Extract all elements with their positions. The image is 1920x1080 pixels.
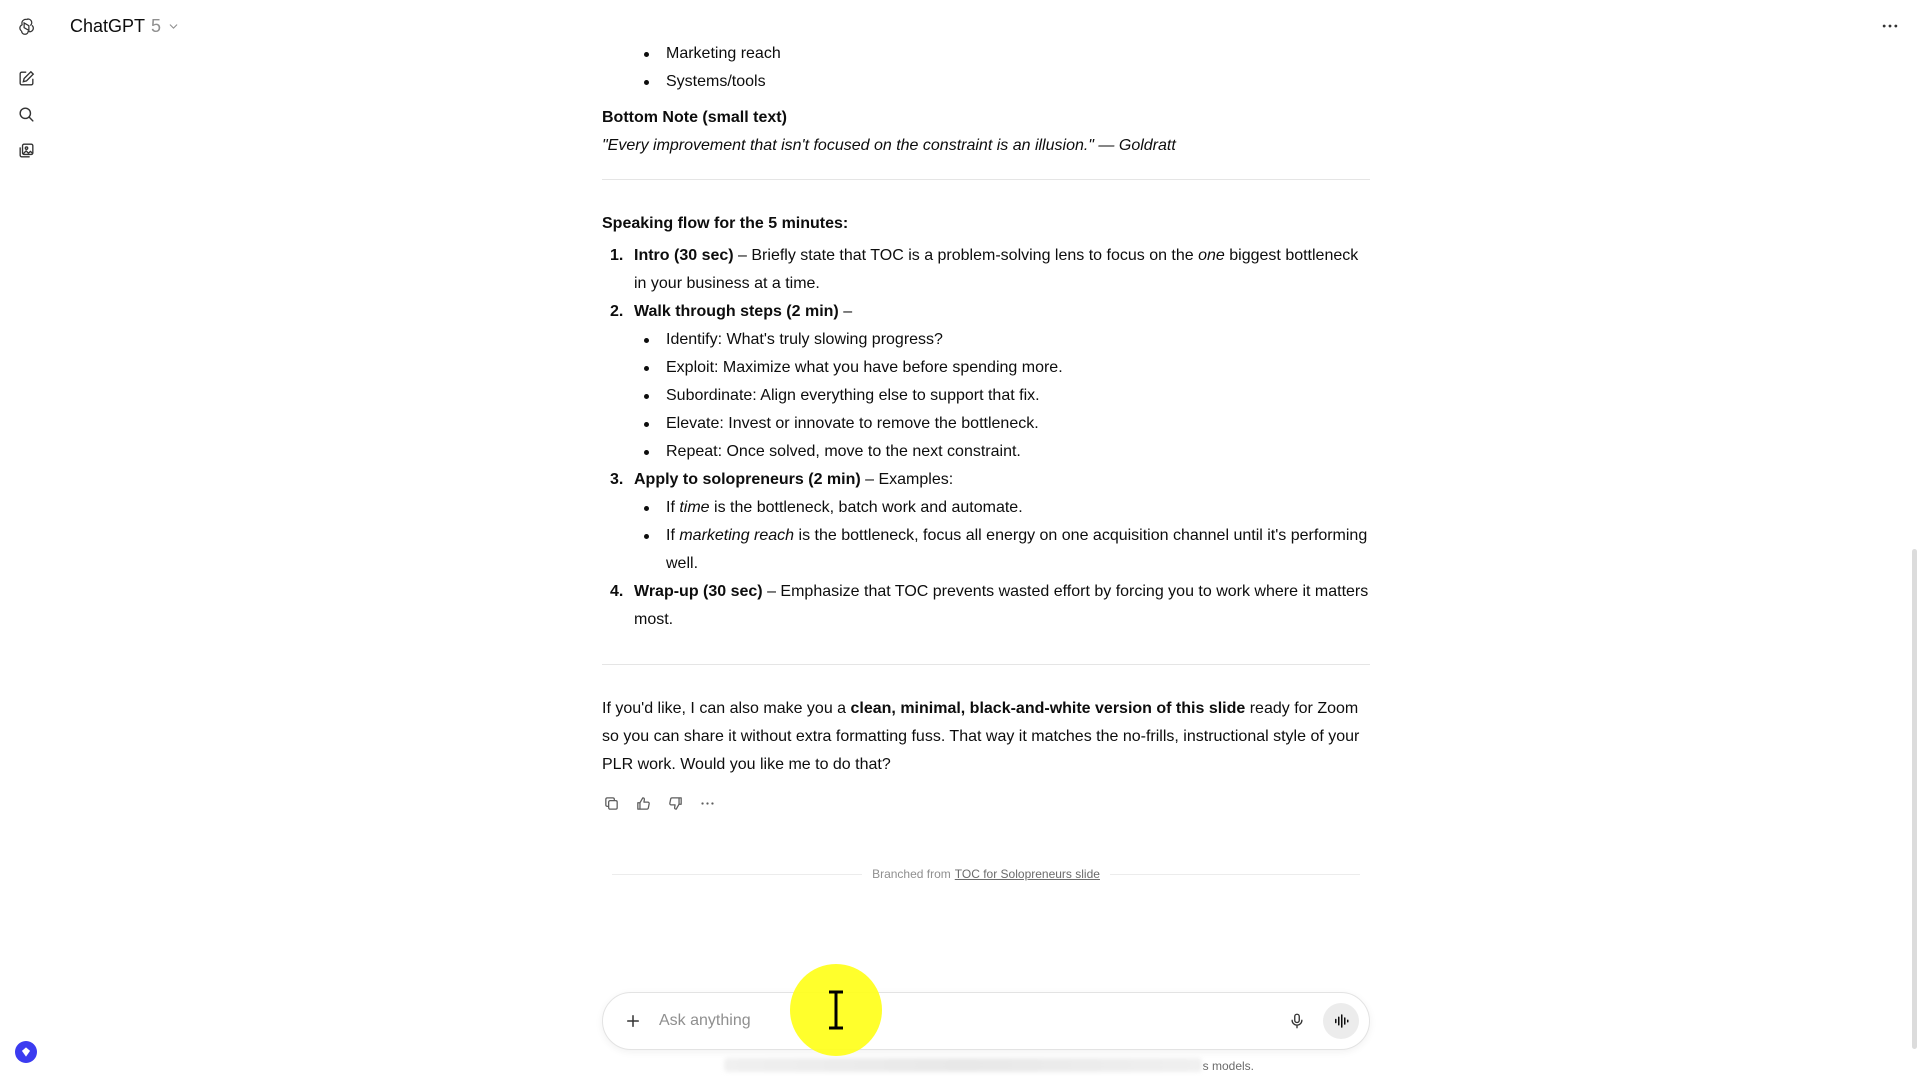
search-icon[interactable]	[14, 102, 38, 126]
scrollbar[interactable]	[1908, 52, 1920, 1052]
list-item: Systems/tools	[602, 68, 1370, 96]
audio-waveform-icon	[1332, 1012, 1350, 1030]
closing-text: If you'd like, I can also make you a	[602, 700, 851, 717]
speaking-flow-heading: Speaking flow for the 5 minutes:	[602, 215, 849, 232]
item-emphasis: marketing reach	[679, 527, 795, 544]
disclaimer-suffix: s models.	[1202, 1059, 1254, 1073]
more-options-icon[interactable]	[1878, 14, 1902, 38]
copy-icon[interactable]	[602, 794, 620, 812]
item-text: If	[666, 527, 680, 544]
closing-paragraph	[602, 695, 1370, 779]
new-chat-icon[interactable]	[14, 66, 38, 90]
item-emphasis: time	[679, 499, 710, 516]
list-item: Identify: What's truly slowing progress?	[634, 326, 1370, 354]
list-item	[634, 494, 1370, 522]
closing-bold-text: clean, minimal, black-and-white version of this slide	[850, 700, 1246, 717]
step-title: Wrap-up (30 sec)	[634, 583, 763, 600]
step-emphasis: one	[1198, 247, 1225, 264]
step-item	[602, 298, 1370, 466]
openai-logo-icon[interactable]	[14, 14, 38, 38]
item-text: is the bottleneck, focus all energy on one acquisition channel until it's performing well.	[666, 527, 1368, 572]
step-text: – Examples:	[860, 471, 954, 488]
speaking-flow-steps	[602, 242, 1370, 634]
step-text: – Briefly state that TOC is a problem-solving lens to focus on the	[733, 247, 1199, 264]
step-item	[602, 578, 1370, 634]
step-title: Apply to solopreneurs (2 min)	[634, 471, 861, 488]
text-cursor-icon	[826, 990, 846, 1030]
bottom-note-quote: "Every improvement that isn't focused on the constraint is an illusion." — Goldratt	[602, 137, 1176, 154]
list-item	[634, 522, 1370, 578]
assistant-message	[602, 40, 1370, 815]
step-item	[602, 242, 1370, 298]
step-number: 3.	[610, 471, 624, 488]
chevron-down-icon	[167, 20, 180, 33]
thumbs-up-icon[interactable]	[634, 794, 652, 812]
step-title: Walk through steps (2 min)	[634, 303, 839, 320]
extension-badge-icon[interactable]	[15, 1041, 37, 1063]
prompt-input[interactable]	[657, 1011, 1285, 1031]
closing-text: ready for Zoom so you can share it without extra formatting fuss. That way it matches the no-frills, instructional style of your PLR work. Would you like me to do that?	[602, 700, 1360, 773]
model-switcher[interactable]	[70, 16, 180, 37]
disclaimer-text	[724, 1057, 1254, 1075]
list-item: Elevate: Invest or innovate to remove the bottleneck.	[634, 410, 1370, 438]
step-number: 2.	[610, 303, 624, 320]
divider	[602, 664, 1370, 665]
branch-source-link[interactable]: TOC for Solopreneurs slide	[954, 867, 1100, 881]
top-bullet-list	[602, 40, 1370, 96]
composer	[602, 992, 1370, 1050]
left-rail	[0, 0, 52, 1080]
message-actions	[602, 791, 1370, 815]
app-name: ChatGPT	[70, 15, 146, 36]
step-text: – Emphasize that TOC prevents wasted effort by forcing you to work where it matters most.	[634, 583, 1369, 628]
voice-mode-button[interactable]	[1323, 1003, 1359, 1039]
step-sub-list	[634, 326, 1370, 466]
more-actions-icon[interactable]	[698, 794, 716, 812]
step-title: Intro (30 sec)	[634, 247, 734, 264]
step-text: –	[838, 303, 853, 320]
list-item: Repeat: Once solved, move to the next constraint.	[634, 438, 1370, 466]
scrollbar-thumb[interactable]	[1912, 549, 1917, 1049]
step-item	[602, 466, 1370, 578]
library-icon[interactable]	[14, 138, 38, 162]
divider	[602, 179, 1370, 180]
item-text: is the bottleneck, batch work and automate.	[709, 499, 1023, 516]
thumbs-down-icon[interactable]	[666, 794, 684, 812]
step-number: 1.	[610, 247, 624, 264]
step-text: biggest bottleneck in your business at a time.	[634, 247, 1359, 292]
step-number: 4.	[610, 583, 624, 600]
microphone-icon[interactable]	[1285, 1009, 1309, 1033]
item-text: If	[666, 499, 680, 516]
bottom-note-heading: Bottom Note (small text)	[602, 109, 787, 126]
model-version: 5	[151, 15, 162, 36]
list-item: Subordinate: Align everything else to support that fix.	[634, 382, 1370, 410]
branch-indicator	[602, 864, 1370, 884]
list-item: Marketing reach	[602, 40, 1370, 68]
plus-icon[interactable]	[621, 1009, 645, 1033]
step-sub-list	[634, 494, 1370, 578]
list-item: Exploit: Maximize what you have before spending more.	[634, 354, 1370, 382]
branch-prefix: Branched from	[872, 867, 951, 881]
